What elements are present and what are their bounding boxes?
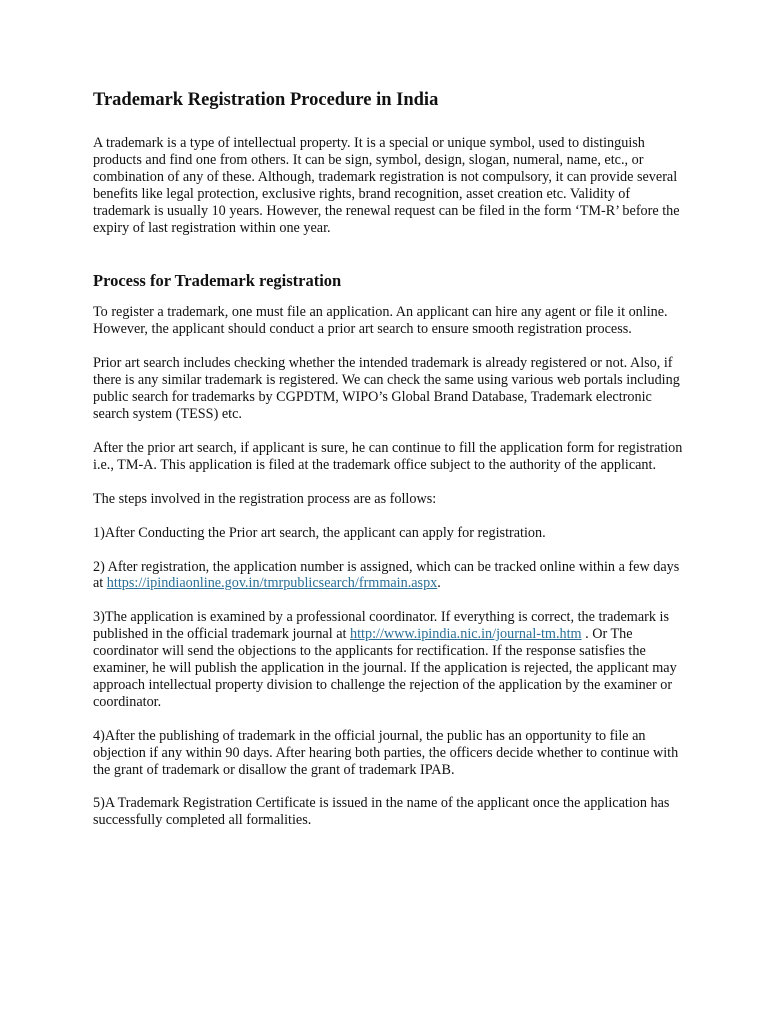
document-title: Trademark Registration Procedure in India: [93, 90, 439, 110]
document-page: [93, 88, 683, 829]
step-4: 4)After the publishing of trademark in the official journal, the public has an opportunity to file an objection if any within 90 days. After hearing both parties, the officers decide whether to continue with the grant of trademark or disallow the grant of trademark IPAB.: [93, 727, 679, 778]
step-3-text: 3)The application is examined by a professional coordinator. If everything is correct, the trademark is published in the official trademark journal at: [93, 609, 669, 643]
step-2-text: 2) After registration, the application number is assigned, which can be tracked online within a few days at: [93, 558, 680, 592]
journal-link[interactable]: http://www.ipindia.nic.in/journal-tm.htm: [350, 626, 582, 643]
step-3-rest: . Or The coordinator will send the objections to the applicants for rectification. If the response satisfies the examiner, he will publish the application in the journal. If the application is rejected, the applicant may approach intellectual property division to challenge the rejection of the application by the examiner or coordinator.: [93, 626, 677, 710]
step-2: [93, 559, 683, 593]
intro-paragraph: A trademark is a type of intellectual property. It is a special or unique symbol, used to distinguish products and find one from others. It can be sign, symbol, design, slogan, numeral, name, etc., or combination of any of these. Although, trademark registration is not compulsory, it can provide several benefits like legal protection, exclusive rights, brand recognition, asset creation etc. Validity of trademark is usually 10 years. However, the renewal request can be filed in the form ‘TM-R’ before the expiry of last registration within one year.: [93, 135, 680, 236]
tracking-link[interactable]: https://ipindiaonline.gov.in/tmrpublicsearch/frmmain.aspx: [106, 575, 438, 592]
step-3: [93, 609, 683, 710]
step-2-end: .: [437, 575, 441, 592]
steps-intro: The steps involved in the registration process are as follows:: [93, 490, 437, 507]
paragraph-prior-art-search: Prior art search includes checking whether the intended trademark is already registered or not. Also, if there is any similar trademark is registered. We can check the same using various web portals including public search for trademarks by CGPDTM, WIPO’s Global Brand Database, Trademark electronic search system (TESS) etc.: [93, 355, 680, 422]
step-5: 5)A Trademark Registration Certificate is issued in the name of the applicant once the application has successfully completed all formalities.: [93, 795, 670, 829]
section-heading: Process for Trademark registration: [93, 271, 342, 291]
step-1: 1)After Conducting the Prior art search, the applicant can apply for registration.: [93, 524, 546, 541]
paragraph-file-application: To register a trademark, one must file an application. An applicant can hire any agent or file it online. However, the applicant should conduct a prior art search to ensure smooth registration process.: [93, 304, 668, 338]
paragraph-application-form: After the prior art search, if applicant is sure, he can continue to fill the application form for registration i.e., TM-A. This application is filed at the trademark office subject to the authority of the applicant.: [93, 439, 683, 473]
